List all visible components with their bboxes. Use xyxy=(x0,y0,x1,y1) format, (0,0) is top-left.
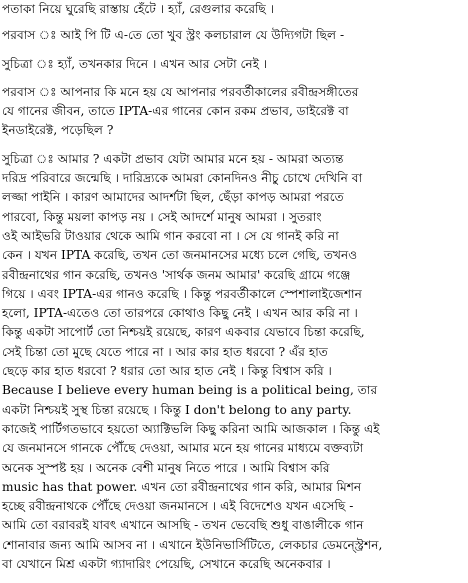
text-line: ছেড়ে কার হাত ধরবো ? ধরার তো আর হাত নেই । কিন্তু বিশ্বাস করি । xyxy=(2,364,332,379)
paragraph-intro xyxy=(2,0,462,19)
text-line: হচ্ছে রবীন্দ্রনাথকে পৌঁছে দেওয়া জনমানসে । এই বিদেশেও যখন এসেছি - xyxy=(2,499,354,514)
text-line: পরবাস ঃ আপনার কি মনে হয় যে আপনার পরবর্তীকালের রবীন্দ্রসঙ্গীতের xyxy=(2,84,359,99)
text-line: বা যেখানে মিশ্র একটা গ্যাদারিং পেয়েছি, সেখানে করেছি অনেকবার । xyxy=(2,557,331,572)
paragraph-answer-1 xyxy=(2,55,462,74)
text-line: হলো, IPTA-এতেও তো তারপরে কোথাও কিছু নেই । এখন আর করি না । xyxy=(2,306,358,321)
text-line: আমি তো বরাবরই যাবৎ এখানে আসছি - তখন ভেবেছি শুধু বাঙালীকে গান xyxy=(2,518,364,533)
text-line: পরবাস ঃ আই পি টি এ-তে তো খুব স্ট্রং কলচারাল যে উদ্যিগটা ছিল - xyxy=(2,28,345,43)
text-line: সুচিত্রা ঃ আমার ? একটা প্রভাব যেটা আমার মনে হয় - আমরা অত্যন্ত xyxy=(2,151,344,166)
text-line: অনেক সুস্পষ্ট হয় । অনেক বেশী মানুষ নিতে পারে । আমি বিশ্বাস করি xyxy=(2,460,330,475)
text-line: যে জনমানসে গানকে পৌঁছে দেওয়া, আমার মনে হয় গানের মাধ্যমে বক্তব্যটা xyxy=(2,441,364,456)
text-line: ওই আইভরি টাওয়ার থেকে আমি গান করবো না । সে যে গানই করি না xyxy=(2,228,339,243)
text-line: পতাকা নিয়ে ঘুরেছি রাস্তায় হেঁটে । হ্যাঁ, রেগুলার করেছি । xyxy=(2,2,275,16)
text-line: গিয়ে । এবং IPTA-এর গানও করেছি । কিন্তু পরবর্তীকালে স্পেশালাইজেশান xyxy=(2,286,362,301)
text-line: একটা নিশ্চয়ই সুস্থ চিন্তা রয়েছে । কিন্তু I don't belong to any party. xyxy=(2,402,352,417)
document-page xyxy=(2,0,462,583)
text-line: সেই চিন্তা তো মুছে যেতে পারে না । আর কার হাত ধরবো ? এঁর হাত xyxy=(2,344,328,359)
paragraph-question-1 xyxy=(2,26,462,45)
text-line: Because I believe every human being is a political being, তার xyxy=(2,383,378,398)
paragraph-answer-2 xyxy=(2,150,462,575)
text-line: কেন । যখন IPTA করেছি, তখন তো জনমানসের মধ্যে চলে গেছি, তখনও xyxy=(2,248,358,263)
text-line: সুচিত্রা ঃ হ্যাঁ, তখনকার দিনে । এখন আর সেটা নেই । xyxy=(2,56,268,71)
paragraph-question-2 xyxy=(2,83,462,141)
text-line: কিন্তু একটা সাপোর্ট তো নিশ্চয়ই রয়েছে, কারণ একবার যেভাবে চিন্তা করেছি, xyxy=(2,325,365,340)
text-line: music has that power. এখন তো রবীন্দ্রনাথের গান করি, আমার মিশন xyxy=(2,479,362,494)
text-line: লজ্জা পাইনি । কারণ আমাদের আদর্শটা ছিল, ছেঁড়া কাপড় আমরা পরতে xyxy=(2,190,344,205)
text-line: শোনাবার জন্য আমি আসব না । এখানে ইউনিভার্সিটিতে, লেকচার ডেমন্স্ট্রেশন, xyxy=(2,537,383,552)
text-line: ইনডাইরেক্ট, পড়েছিল ? xyxy=(2,123,114,138)
text-line: কাজেই পার্টিগতভাবে হয়তো অ্যাক্টিভলি কিছু করিনা আমি আজকাল । কিন্তু এই xyxy=(2,421,380,436)
text-line: যে গানের জীবন, তাতে IPTA-এর গানের কোন রকম প্রভাব, ডাইরেক্ট বা xyxy=(2,104,349,119)
text-line: দরিদ্র পরিবারে জন্মেছি । দারিদ্র্যকে আমরা কোনদিনও নীচু চোখে দেখিনি বা xyxy=(2,171,363,186)
text-line: পারবো, কিন্তু ময়লা কাপড় নয় । সেই আদর্শে মানুষ আমরা । সুতরাং xyxy=(2,209,322,224)
text-line: রবীন্দ্রনাথের গান করেছি, তখনও 'সার্থক জনম আমার' করেছি গ্রামে গঞ্জে xyxy=(2,267,351,282)
